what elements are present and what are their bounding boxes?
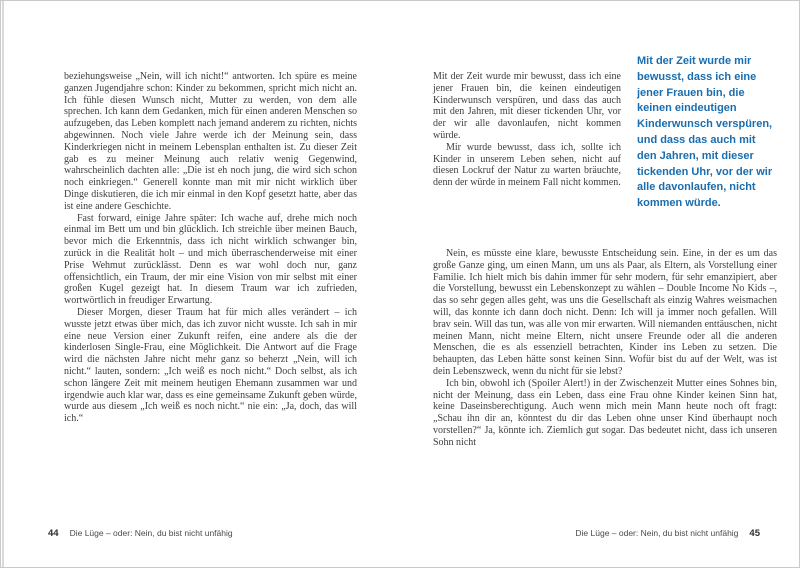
right-running-title: Die Lüge – oder: Nein, du bist nicht unfähig [575, 528, 739, 538]
paragraph: Dieser Morgen, dieser Traum hat für mich alles verändert – ich wusste jetzt etwas über mich, das ich zuvor nicht wusste. Ich sah in mir eine neue Version einer Zukunft reifen, eine andere als die der kinderlosen Single-Frau, eine Möglichkeit. Die Antwort auf die Frage wird die nächsten Jahre nicht mehr ganz so beherzt „Nein, will ich nicht.“ lauten, sondern: „Ich weiß es noch nicht.“ Doch selbst, als ich schon längere Zeit mit meinem heutigen Ehemann zusammen war und irgendwie auch klar war, dass es eine gemeinsame Zukunft geben würde, wurde aus diesem „Ich weiß es noch nicht.“ nie ein: „Ja, doch, das will ich.“ [64, 306, 357, 425]
paragraph: beziehungsweise „Nein, will ich nicht!“ antworten. Ich spüre es meine ganzen Jugendjahre schon: Kinder zu bekommen, spricht mich nicht an. Ich fühle diesen Wunsch nicht, Mutter zu werden, von dem alle sprechen. Ich kann dem Gedanken, mich für einen anderen Menschen so aufzugeben, das Leben komplett nach jemand anderem zu richten, nichts abgewinnen. Noch viele Jahre werde ich der Meinung sein, dass Kinderkriegen nicht in meinem Lebensplan enthalten ist. Zu dieser Zeit gab es zu meiner Meinung auch relativ wenig Gegenwind, wahrscheinlich dachten alle: „Die ist eh noch jung, die wird sich schon noch einkriegen.“ Generell konnte man mit mir nicht wirklich über Dinge diskutieren, die ich mir einmal in den Kopf gesetzt hatte, aber das ist eine andere Geschichte. [64, 71, 357, 212]
paragraph: Nein, es müsste eine klare, bewusste Entscheidung sein. Eine, in der es um das große Ganze ging, um einen Mann, um uns als Paar, als Eltern, als Vorstellung einer Familie. Ich hielt mich bis dahin immer für sehr modern, für sehr emanzipiert, aber die Vorstellung, bewusst ein Lebenskonzept zu wählen – Double Income No Kids –, das so sehr gegen alles geht, was uns die Gesellschaft als einzig Wahres weismachen will, das konnte ich dann doch nicht. Denn: Ich will ja immer noch gefallen. Will brav sein. Will das tun, was alle von mir erwarten. Will niemanden enttäuschen, nicht meinen Mann, nicht meine Eltern, nicht unsere Freunde oder all die anderen Menschen, die es als essenziell betrachten, Kinder ins Leben zu setzen. Die behaupten, das Leben hätte sonst keinen Sinn. Wofür bist du auf der Welt, was ist dein Lebenszweck, wenn du nicht für sie lebst? [433, 248, 777, 377]
paragraph: Ich bin, obwohl ich (Spoiler Alert!) in der Zwischenzeit Mutter eines Sohnes bin, nicht der Meinung, dass ein Leben, dass eine Frau ohne Kinder keinen Sinn hat, keine Daseinsberechtigung. Auch wenn mich mein Mann heute noch oft fragt: „Schau ihn dir an, könntest du dir das Leben ohne unser Kind überhaupt noch vorstellen?“ Ja, könnte ich. Ziemlich gut sogar. Das bedeutet nicht, dass ich unseren Sohn nicht [433, 377, 777, 448]
paragraph: Fast forward, einige Jahre später: Ich wache auf, drehe mich noch einmal im Bett um und bin glücklich. Ich streichle über meinen Bauch, bevor mich die Erkenntnis, dass ich nicht wirklich schwanger bin, zurück in die Realität holt – und mich überraschenderweise mit einer Prise Wehmut zurücklässt. Denn es war wohl doch nur, ganz offensichtlich, ein Traum, der mir eine Vision von mir selbst mit einer großen Kugel gezeigt hat. In diesem Traum war ich zufrieden, wortwörtlich in freudiger Erwartung. [64, 212, 357, 307]
paragraph: Mir wurde bewusst, dass ich, sollte ich Kinder in unserem Leben sehen, nicht auf diesen Lockruf der Natur zu warten bräuchte, denn der würde in meinem Fall nicht kommen. [433, 141, 621, 189]
right-page-column [433, 71, 621, 189]
left-page-number: 44 [48, 528, 59, 539]
left-page-body [64, 71, 357, 425]
right-page-number: 45 [749, 528, 760, 539]
pull-quote: Mit der Zeit wurde mir bewusst, dass ich eine jener Frauen bin, die keinen eindeutigen Kinderwunsch verspüren, und dass das auch mit den Jahren, mit dieser tickenden Uhr, vor der wir alle davonlaufen, nicht kommen würde. [637, 55, 773, 210]
left-running-title: Die Lüge – oder: Nein, du bist nicht unfähig [69, 528, 233, 538]
right-page-footer [575, 528, 760, 539]
paragraph: Mit der Zeit wurde mir bewusst, dass ich eine jener Frauen bin, die keinen eindeutigen Kinderwunsch verspüren, und dass das auch mit den Jahren, mit dieser tickenden Uhr, vor der wir alle davonlaufen, nicht kommen würde. [433, 71, 621, 141]
right-page-body [433, 248, 777, 449]
left-page-footer [48, 528, 233, 539]
